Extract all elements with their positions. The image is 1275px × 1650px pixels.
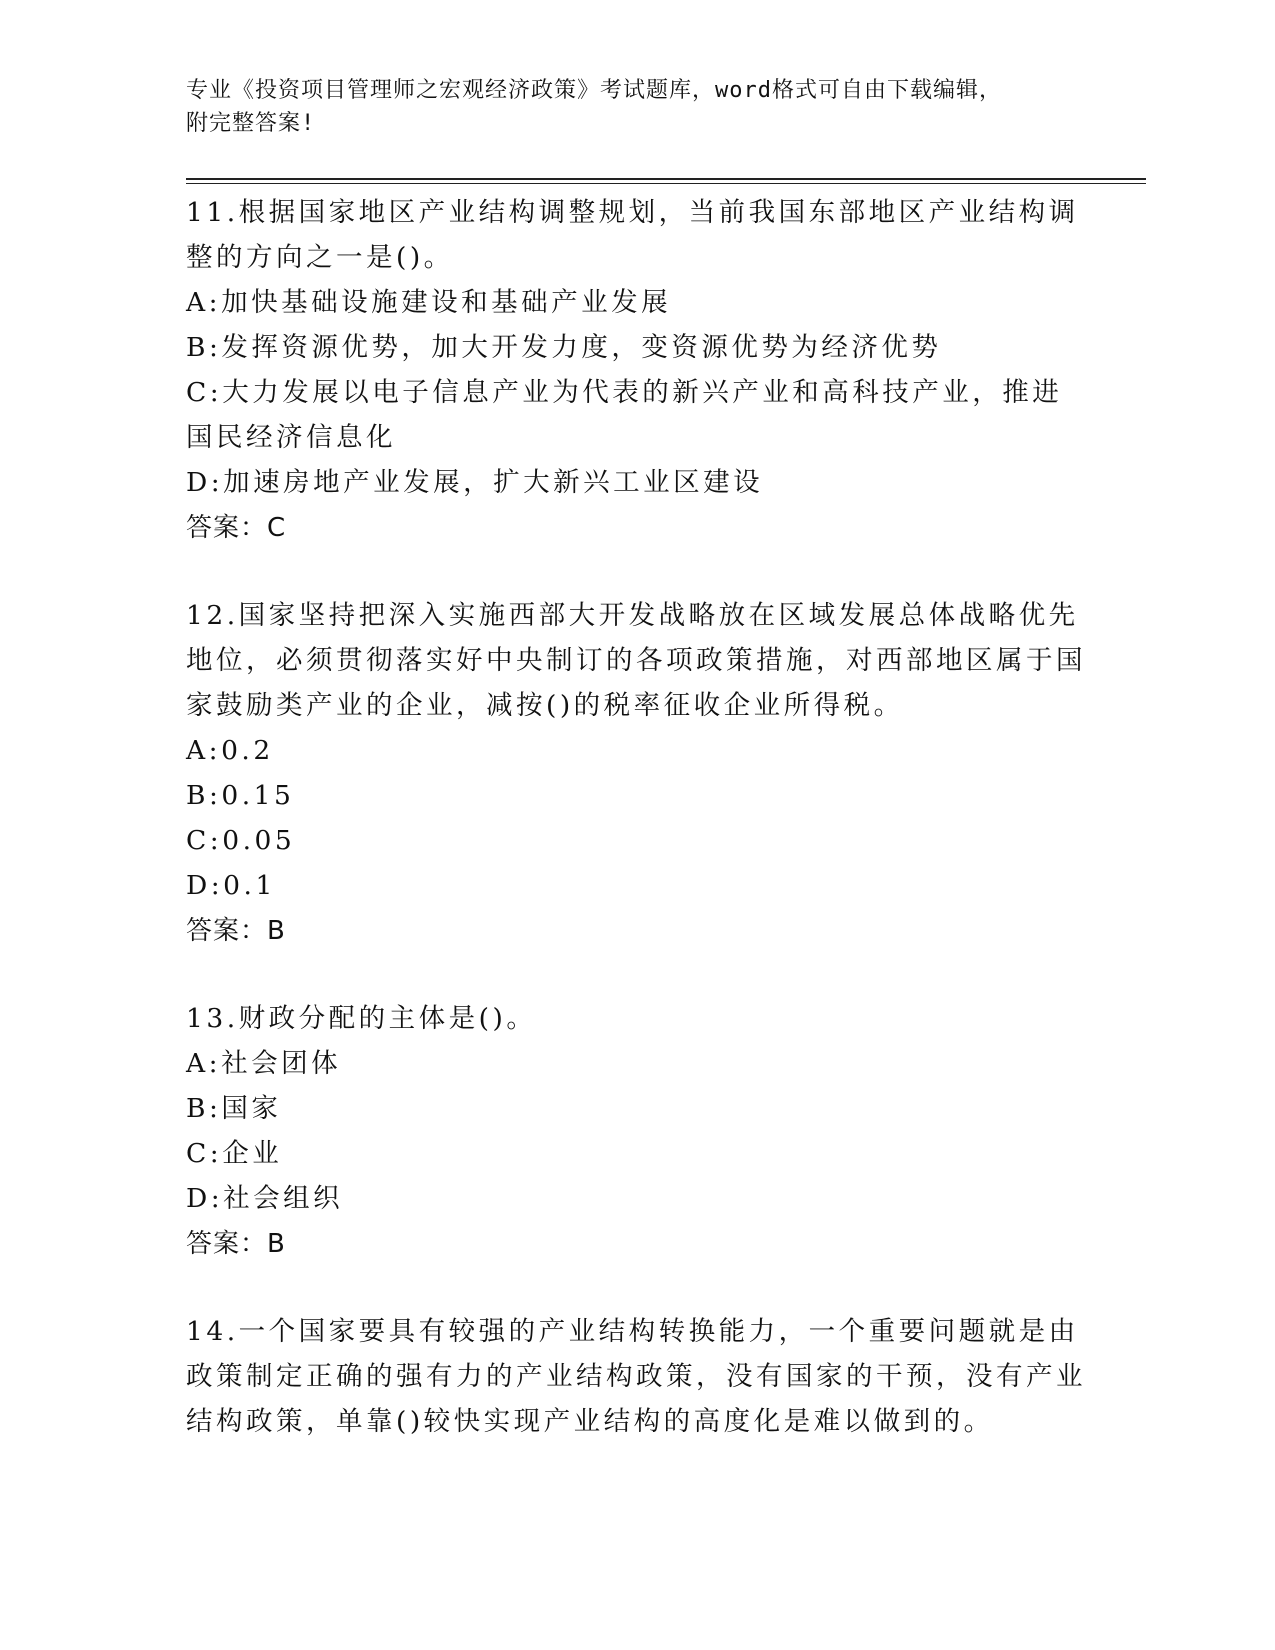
option-d: D:0.1	[186, 870, 276, 901]
header-line-1: 专业《投资项目管理师之宏观经济政策》考试题库，word格式可自由下载编辑，	[186, 78, 1002, 103]
header-divider-thin	[186, 183, 1146, 184]
option-d: D:加速房地产业发展，扩大新兴工业区建设	[186, 467, 764, 498]
question-14	[186, 1309, 1086, 1444]
header-line-2: 附完整答案!	[186, 111, 316, 136]
question-spacer	[186, 954, 1086, 996]
document-header	[186, 74, 1066, 140]
answer-label: 答案：C	[186, 513, 287, 543]
answer-label: 答案：B	[186, 916, 286, 946]
option-a: A:加快基础设施建设和基础产业发展	[186, 287, 672, 318]
option-c: C:企业	[186, 1138, 283, 1169]
question-stem: 12.国家坚持把深入实施西部大开发战略放在区域发展总体战略优先地位，必须贯彻落实好中央制订的各项政策措施，对西部地区属于国家鼓励类产业的企业，减按()的税率征收企业所得税。	[186, 600, 1086, 721]
option-a: A:社会团体	[186, 1048, 342, 1079]
option-c: C:0.05	[186, 825, 296, 856]
option-d: D:社会组织	[186, 1183, 344, 1214]
option-b: B:国家	[186, 1093, 282, 1124]
question-stem: 13.财政分配的主体是()。	[186, 1003, 537, 1034]
header-divider-thick	[186, 178, 1146, 180]
option-b: B:0.15	[186, 780, 295, 811]
question-spacer	[186, 1267, 1086, 1309]
option-b: B:发挥资源优势，加大开发力度，变资源优势为经济优势	[186, 332, 942, 363]
question-list	[186, 190, 1086, 1444]
option-c: C:大力发展以电子信息产业为代表的新兴产业和高科技产业，推进国民经济信息化	[186, 377, 1063, 453]
answer-label: 答案：B	[186, 1229, 286, 1259]
option-a: A:0.2	[186, 735, 274, 766]
question-stem: 14.一个国家要具有较强的产业结构转换能力，一个重要问题就是由政策制定正确的强有力的产业结构政策，没有国家的干预，没有产业结构政策，单靠()较快实现产业结构的高度化是难以做到的。	[186, 1316, 1086, 1437]
question-13	[186, 996, 1086, 1267]
question-stem: 11.根据国家地区产业结构调整规划，当前我国东部地区产业结构调整的方向之一是()。	[186, 197, 1079, 273]
question-spacer	[186, 551, 1086, 593]
question-11	[186, 190, 1086, 551]
question-12	[186, 593, 1086, 954]
